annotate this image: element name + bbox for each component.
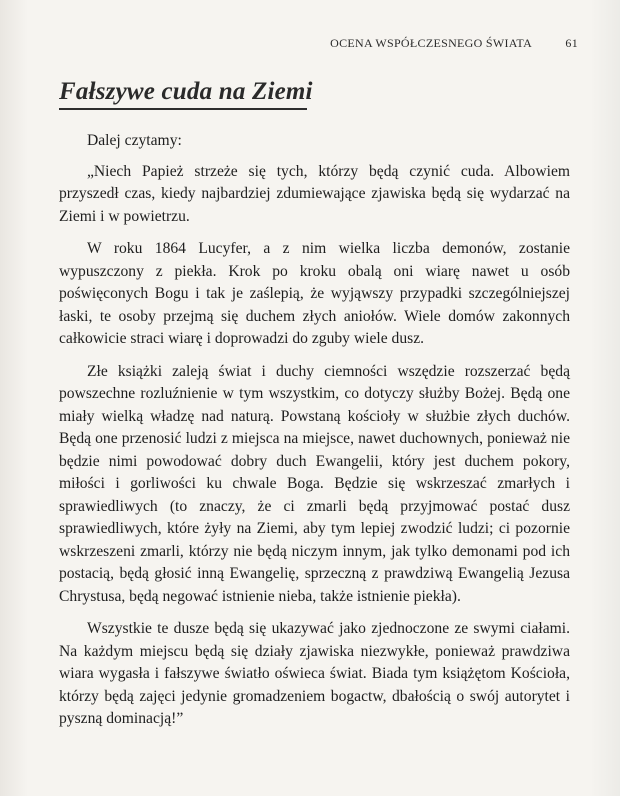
- running-title: OCENA WSPÓŁCZESNEGO ŚWIATA: [330, 36, 533, 50]
- running-header: [0, 36, 578, 51]
- paragraph: Dalej czytamy:: [87, 132, 182, 149]
- paragraph: „Niech Papież strzeże się tych, którzy będą czynić cuda. Albowiem przyszedł czas, kiedy najbardziej zdumiewające zjawiska będą się wydarzać na Ziemi i w powietrzu.: [59, 162, 570, 225]
- page-number: 61: [565, 36, 578, 50]
- chapter-title-underline: [59, 108, 307, 110]
- paragraph: Złe książki zaleją świat i duchy ciemności wszędzie rozszerzać będą powszechne rozluźnienie w tym wszystkim, co dotyczy służby Bożej. Będą one miały wielką władzę nad naturą. Powstaną kościoły w służbie złych duchów. Będą one przenosić ludzi z miejsca na miejsce, nawet duchownych, ponieważ nie będzie nimi powodować dobry duch Ewangelii, który jest duchem pokory, miłości i gorliwości ku chwale Boga. Będzie się wskrzeszać zmarłych i sprawiedliwych (to znaczy, że ci zmarli będą przyjmować postać dusz sprawiedliwych, które żyły na Ziemi, aby tym lepiej zwodzić ludzi; ci pozornie wskrzeszeni zmarli, którzy nie będą niczym innym, jak tylko demonami pod ich postacią, będą głosić inną Ewangelię, sprzeczną z prawdziwą Ewangelią Jezusa Chrystusa, będą negować istnienie nieba, także istnienie piekła).: [59, 362, 570, 605]
- paragraph: W roku 1864 Lucyfer, a z nim wielka liczba demonów, zostanie wypuszczony z piekła. Krok po kroku obalą oni wiarę nawet u osób poświęconych Bogu i tak je zaślepią, że wyjąwszy przypadki szczególniejszej łaski, te osoby przejmą się duchem złych aniołów. Wiele domów zakonnych całkowicie straci wiarę i doprowadzi do zguby wiele dusz.: [59, 240, 570, 347]
- body-text: [59, 130, 570, 731]
- chapter-title: Fałszywe cuda na Ziemi: [59, 78, 313, 105]
- paragraph: Wszystkie te dusze będą się ukazywać jako zjednoczone ze swymi ciałami. Na każdym miejscu będą się działy zjawiska niezwykłe, ponieważ prawdziwa wiara wygasła i fałszywe światło oświeca świat. Biada tym książętom Kościoła, którzy będą zajęci jedynie gromadzeniem bogactw, dbałością o swój autorytet i pyszną dominacją!”: [59, 620, 570, 727]
